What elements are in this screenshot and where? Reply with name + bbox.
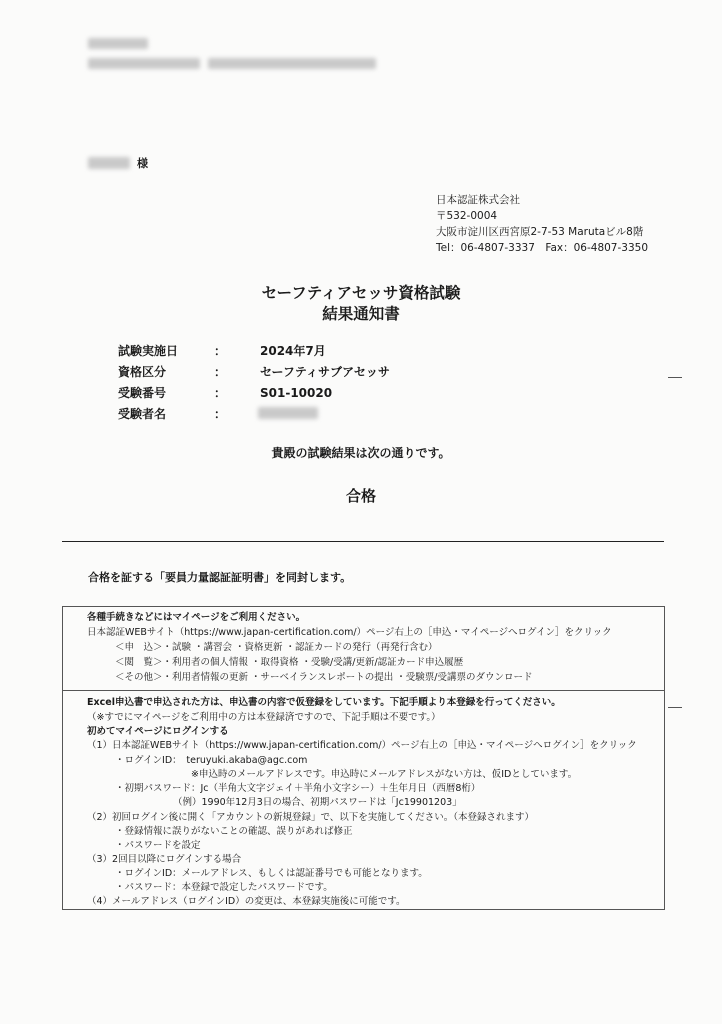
sender-company: 日本認証株式会社 xyxy=(436,194,520,206)
box1-line: 各種手続きなどにはマイページをご利用ください。 xyxy=(87,612,306,623)
box2-line: ・パスワード：本登録で設定したパスワードです。 xyxy=(115,882,333,893)
sender-contact: Tel：06-4807-3337 Fax：06-4807-3350 xyxy=(436,242,648,254)
sender-block xyxy=(436,192,648,256)
redacted-recipient-name xyxy=(88,157,130,169)
info-separator: ： xyxy=(214,365,227,379)
info-label: 資格区分 xyxy=(118,365,167,379)
sender-postal: 〒532-0004 xyxy=(436,210,498,222)
result-text: 合格 xyxy=(345,487,376,505)
box2-line: （1）日本認証WEBサイト（https://www.japan-certification.com/）ページ右上の［申込・マイページへログイン］をクリック xyxy=(87,740,637,751)
info-value: 2024年7月 xyxy=(260,344,326,358)
box2-line: ・ログインID：メールアドレス、もしくは認証番号でも可能となります。 xyxy=(115,868,428,879)
box2-line: （4）メールアドレス（ログインID）の変更は、本登録実施後に可能です。 xyxy=(87,896,406,907)
box2-line: （3）2回目以降にログインする場合 xyxy=(87,854,242,865)
divider xyxy=(62,541,664,542)
box2-line: ・初期パスワード：Jc（半角大文字ジェイ＋半角小文字シー）＋生年月日（西暦8桁） xyxy=(115,783,481,794)
mypage-info-box xyxy=(62,606,665,691)
recipient-honorific: 様 xyxy=(137,157,148,170)
sender-address: 大阪市淀川区西宮原2-7-53 Marutaビル8階 xyxy=(436,226,644,238)
info-value: セーフティサブアセッサ xyxy=(260,365,390,379)
box2-line: ・ログインID： teruyuki.akaba@agc.com xyxy=(115,755,308,766)
box2-line: 初めてマイページにログインする xyxy=(87,726,229,737)
box2-line: ・パスワードを設定 xyxy=(115,840,201,851)
box2-line: ・登録情報に誤りがないことの確認、誤りがあれば修正 xyxy=(115,826,353,837)
redacted-examinee-name xyxy=(258,407,318,419)
box2-line: Excel申込書で申込された方は、申込書の内容で仮登録をしています。下記手順より本登録を行ってください。 xyxy=(87,697,561,708)
box1-line: 日本認証WEBサイト（https://www.japan-certification.com/）ページ右上の［申込・マイページへログイン］をクリック xyxy=(87,627,612,638)
info-separator: ： xyxy=(214,344,227,358)
info-label: 受験番号 xyxy=(118,386,167,400)
info-value: S01-10020 xyxy=(260,386,333,400)
info-label: 試験実施日 xyxy=(118,344,179,358)
box2-line: （例）1990年12月3日の場合、初期パスワードは「Jc19901203」 xyxy=(173,797,462,808)
redacted-header-line2b xyxy=(208,58,376,69)
document-title-line2: 結果通知書 xyxy=(322,305,400,323)
box2-line: （2）初回ログイン後に開く「アカウントの新規登録」で、以下を実施してください。（本登録されます） xyxy=(87,812,535,823)
fold-mark-bottom xyxy=(668,707,682,708)
info-separator: ： xyxy=(214,407,227,421)
info-separator: ： xyxy=(214,386,227,400)
box2-line: ※申込時のメールアドレスです。申込時にメールアドレスがない方は、仮IDとしています。 xyxy=(191,769,578,780)
document-title-line1: セーフティアセッサ資格試験 xyxy=(261,284,461,302)
enclosure-note: 合格を証する「要員力量認証証明書」を同封します。 xyxy=(88,571,352,584)
box1-line: ＜申 込＞・試験 ・講習会 ・資格更新 ・認証カードの発行（再発行含む） xyxy=(115,642,438,653)
info-label: 受験者名 xyxy=(118,407,167,421)
box2-line: （※すでにマイページをご利用中の方は本登録済ですので、下記手順は不要です。） xyxy=(87,712,441,723)
redacted-header-line2a xyxy=(88,58,200,69)
box1-line: ＜その他＞・利用者情報の更新 ・サーベイランスレポートの提出 ・受験票/受講票のダウンロード xyxy=(115,672,533,683)
fold-mark-top xyxy=(668,377,682,378)
lead-text: 貴殿の試験結果は次の通りです。 xyxy=(271,446,451,460)
box1-line: ＜閲 覧＞・利用者の個人情報 ・取得資格 ・受験/受講/更新/認証カード申込履歴 xyxy=(115,657,464,668)
registration-info-box xyxy=(62,690,665,910)
redacted-header-line1 xyxy=(88,38,148,49)
